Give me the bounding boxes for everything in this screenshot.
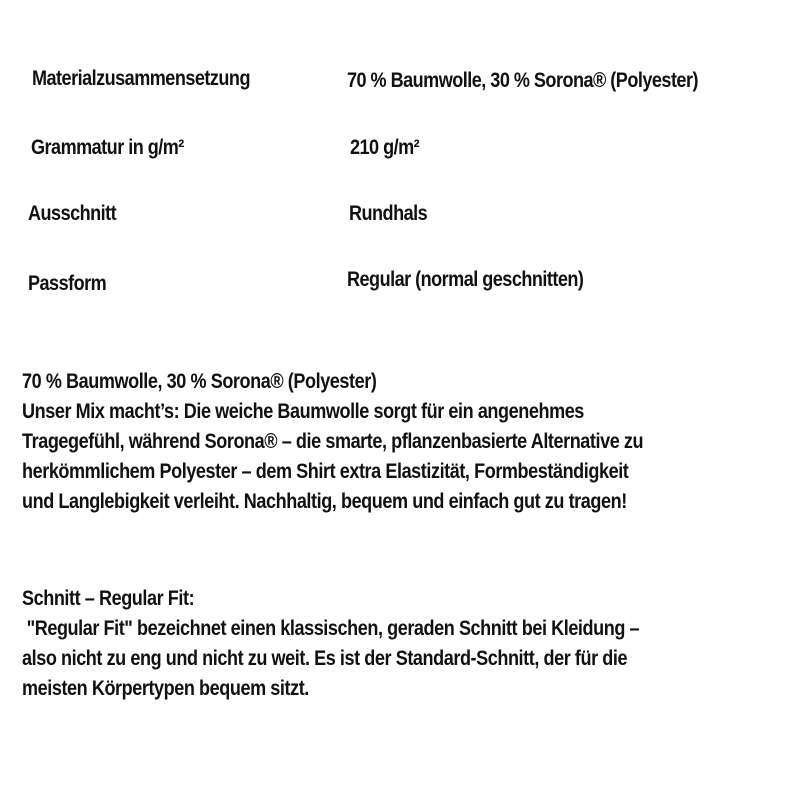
material-line-4: und Langlebigkeit verleiht. Nachhaltig, bequem und einfach gut zu tragen! — [22, 490, 627, 513]
material-line-1: Unser Mix macht’s: Die weiche Baumwolle sorgt für ein angenehmes — [22, 400, 584, 423]
fit-line-3: meisten Körpertypen bequem sitzt. — [22, 677, 309, 700]
fit-line-2: also nicht zu eng und nicht zu weit. Es ist der Standard-Schnitt, der für die — [22, 647, 628, 670]
spec-value-material: 70 % Baumwolle, 30 % Sorona® (Polyester) — [347, 69, 698, 92]
spec-label-neckline: Ausschnitt — [28, 202, 117, 225]
spec-label-weight: Grammatur in g/m² — [31, 136, 184, 159]
spec-value-neckline: Rundhals — [349, 202, 428, 225]
spec-value-fit: Regular (normal geschnitten) — [347, 268, 584, 291]
spec-value-weight: 210 g/m² — [350, 136, 420, 159]
material-line-3: herkömmlichem Polyester – dem Shirt extra Elastizität, Formbeständigkeit — [22, 460, 629, 483]
material-description — [22, 367, 779, 517]
fit-description — [22, 584, 779, 704]
fit-line-1: "Regular Fit" bezeichnet einen klassischen, geraden Schnitt bei Kleidung – — [22, 617, 640, 640]
spec-label-material: Materialzusammensetzung — [32, 67, 250, 90]
fit-heading: Schnitt – Regular Fit: — [22, 587, 195, 610]
material-line-2: Tragegefühl, während Sorona® – die smarte, pflanzenbasierte Alternative zu — [22, 430, 644, 453]
material-heading: 70 % Baumwolle, 30 % Sorona® (Polyester) — [22, 370, 377, 393]
spec-label-fit: Passform — [28, 272, 107, 295]
